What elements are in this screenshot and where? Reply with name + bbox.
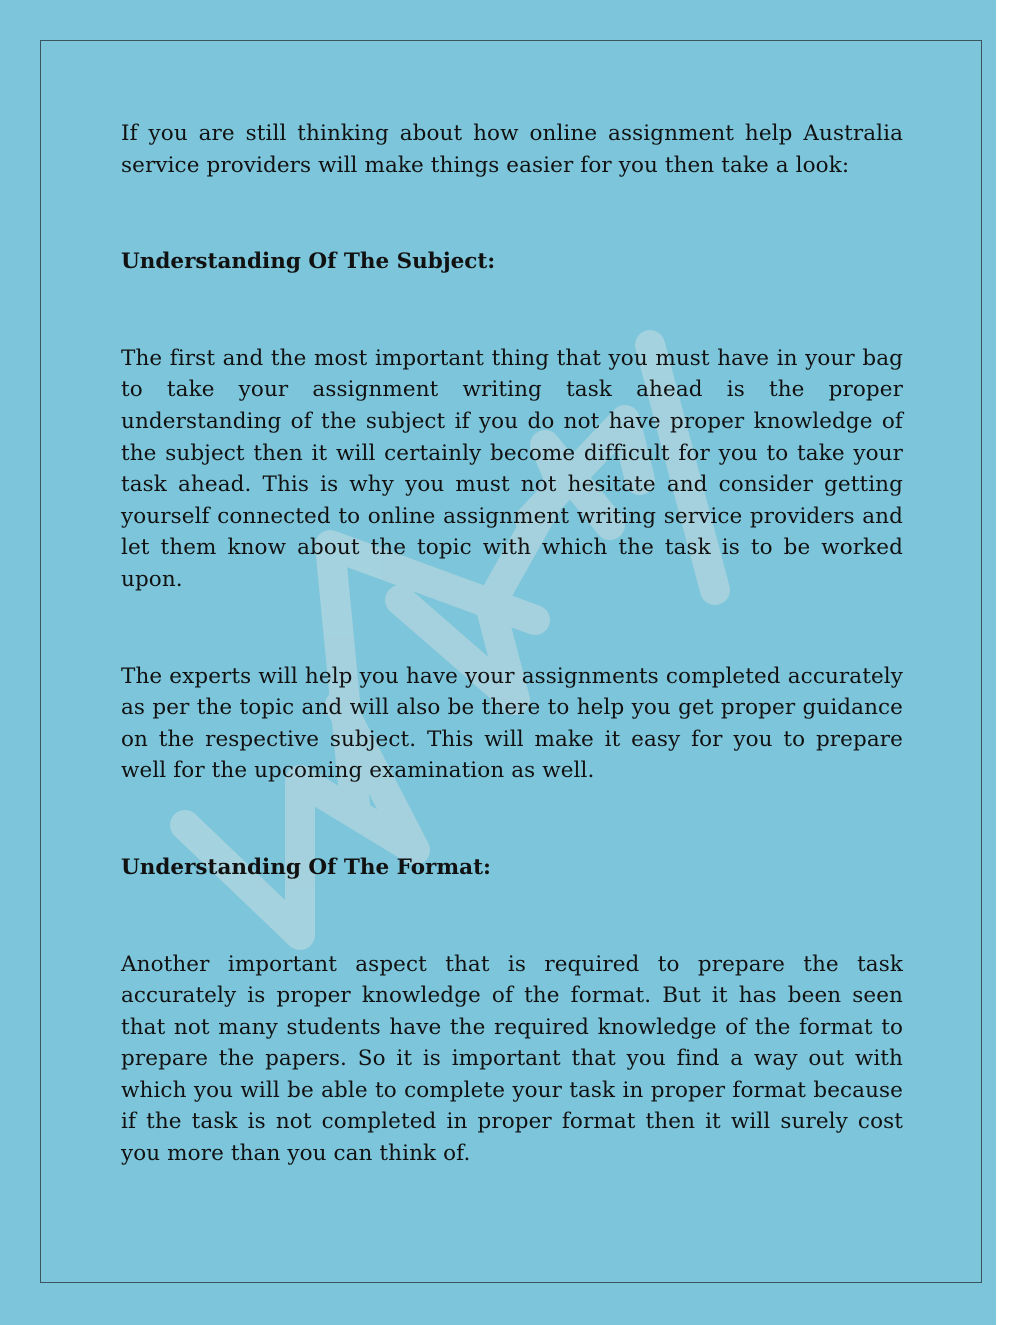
document-body <box>121 118 903 1170</box>
format-paragraph-1: Another important aspect that is required to prepare the task accurately is proper knowledge of the format. But it has been seen that not many students have the required knowledge of the format to prepare the papers. So it is important that you find a way out with which you will be able to complete your task in proper format because if the task is not completed in proper format then it will surely cost you more than you can think of. <box>121 951 903 1167</box>
section-heading-format: Understanding Of The Format: <box>121 854 491 880</box>
subject-paragraph-2: The experts will help you have your assignments completed accurately as per the topic and will also be there to help you get proper guidance on the respective subject. This will make it easy for you to prepare well for the upcoming examination as well. <box>121 663 903 784</box>
subject-paragraph-1: The first and the most important thing that you must have in your bag to take your assignment writing task ahead is the proper understanding of the subject if you do not have proper knowledge of the subject then it will certainly become difficult for you to take your task ahead. This is why you must not hesitate and consider getting yourself connected to online assignment writing service providers and let them know about the topic with which the task is to be worked upon. <box>121 345 903 592</box>
intro-paragraph: If you are still thinking about how online assignment help Australia service providers will make things easier for you then take a look: <box>121 121 903 178</box>
section-heading-subject: Understanding Of The Subject: <box>121 249 496 275</box>
